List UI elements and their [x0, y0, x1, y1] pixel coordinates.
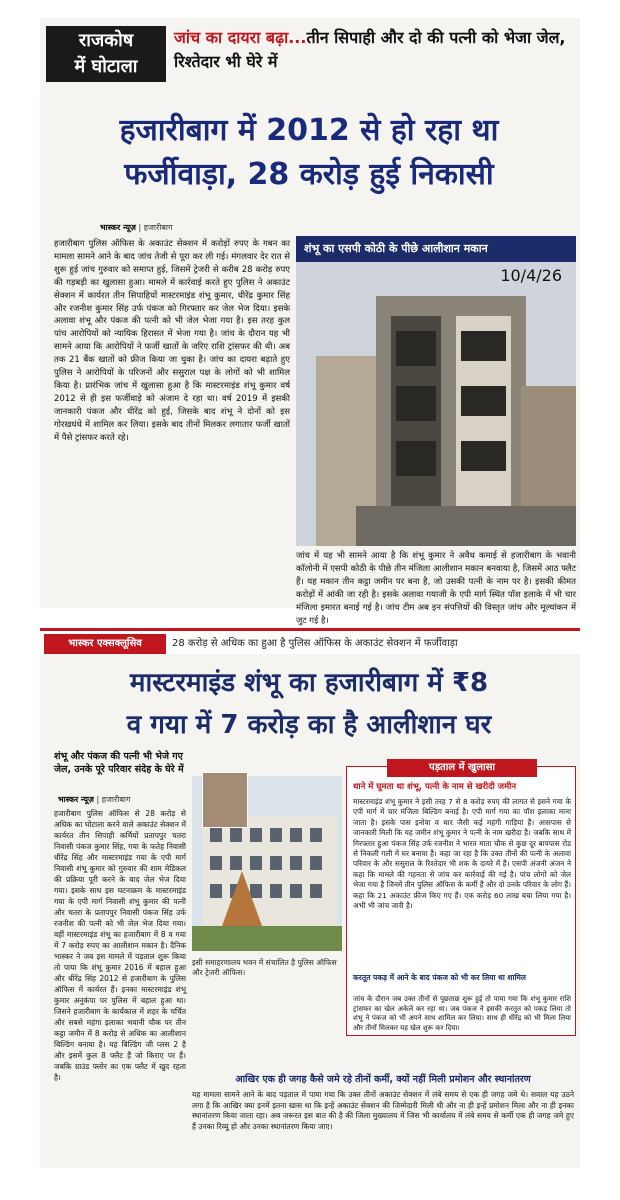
headline2-line1: मास्टरमाइंड शंभू का हजारीबाग में ₹8 — [129, 668, 489, 698]
kicker — [174, 26, 574, 74]
photo2-caption: इसी समाहरणालय भवन में संचालित है पुलिस ऑफिस और ट्रेजरी ऑफिस। — [192, 958, 337, 977]
subhead: शंभू और पंकज की पत्नी भी भेजे गए जेल, उनके पूरे परिवार संदेह के घेरे में — [54, 751, 184, 775]
news-clipping-bottom — [40, 628, 580, 1168]
byline2: भास्कर न्यूज़ | हजारीबाग — [58, 795, 131, 804]
headline-line2: फर्जीवाड़ा, 28 करोड़ हुई निकासी — [124, 157, 494, 192]
article2-body-left: हजारीबाग पुलिस ऑफिस से 28 करोड़ से अधिक का घोटाला करने वाले अकाउंट सेक्शन में कार्यरत तीन सिपाही कर्मियों प्रतापपुर चतरा निवासी पंकज कुमार सिंह, गया के फतेह निवासी धीरेंद्र सिंह और मास्टरमाइंड गया के एपी मार्ग निवासी शंभू कुमार को गुरुवार की शाम मेडिकल की प्रक्रिया पूरी करने के बाद जेल भेज दिया गया। इसके साथ इस घटनाक्रम के मास्टरमाइंड गया के एपी मार्ग निवासी शंभू कुमार की पत्नी और चतरा के प्रतापपुर निवासी पंकज सिंह उर्फ रजनीश की पत्नी को भी जेल भेज दिया गया। वहीं मास्टरमाइंड शंभू का हजारीबाग में 8 व गया में 7 करोड़ रुपए का आलीशान मकान है। दैनिक भास्कर ने जब इस मामले में पड़ताल शुरू किया तो पाया कि शंभू कुमार 2016 में बहाल हुआ और धीरेंद्र सिंह 2012 से हजारीबाग के पुलिस ऑफिस में कार्यरत हैं। इनका मास्टरमाइंड शंभू कुमार अनुकंपा पर पुलिस में बहाल हुआ था। जिसने हजारीबाग के कार्यकाल में शहर के चर्चित और सबसे महंगा इलाका भवानी चौक पर तीन कट्ठा जमीन में 8 करोड़ से अधिक का आलीशान बिल्डिंग बनाया है। यह बिल्डिंग जी प्लस 2 है और इसमें कुल 8 फ्लैट हैं जो किराए पर हैं। जबकि ग्राउंड फ्लोर का एक फ्लैट में खुद रहता है। — [54, 809, 186, 1082]
box-head: आखिर एक ही जगह कैसे जमे रहे तीनों कर्मी, क्यों नहीं मिली प्रमोशन और स्थानांतरण — [235, 1074, 531, 1085]
photo-caption: शंभू का एसपी कोठी के पीछे आलीशान मकान — [296, 236, 576, 262]
kicker-red: जांच का दायरा बढ़ा... — [174, 28, 307, 47]
headline-line1: हजारीबाग में 2012 से हो रहा था — [119, 113, 499, 148]
byline-place: हजारीबाग — [143, 223, 173, 232]
top-line: 28 करोड़ से अधिक का हुआ है पुलिस ऑफिस के अकाउंट सेक्शन में फर्जीवाड़ा — [172, 638, 458, 649]
section-tag — [46, 26, 166, 82]
byline2-source: भास्कर न्यूज़ — [58, 795, 94, 804]
section-tag-line2: में घोटाला — [74, 56, 138, 77]
byline2-place: हजारीबाग — [101, 795, 131, 804]
article-body-right: जांच में यह भी सामने आया है कि शंभू कुमार ने अवैध कमाई से हजारीबाग के भवानी कॉलोनी में एसपी कोठी के पीछे तीन मंजिला आलीशान मकान बनवाया है, जिसमें आठ फ्लैट हैं। यह मकान तीन कट्ठा जमीन पर बना है, जो उसकी पत्नी के नाम पर है। इसकी कीमत करोड़ों में आंकी जा रही है। इसके अलावा गयाजी के एपी मार्ग स्थित पॉश इलाके में भी चार मंजिला इमारत बनाई गई है। जांच टीम अब इन संपत्तियों की विस्तृत जांच और मूल्यांकन में जुट गई है। — [296, 551, 576, 626]
accused-photo-thumbnail — [202, 772, 248, 828]
exclusive-band — [40, 628, 580, 654]
article-body-left: हजारीबाग पुलिस ऑफिस के अकाउंट सेक्शन में करोड़ों रुपए के गबन का मामला सामने आने के बाद जांच तेजी से पूरा कर ली गई। मंगलवार देर रात से शुरू हुई जांच गुरुवार को समाप्त हुई, जिसमें ट्रेजरी से करीब 28 करोड़ रुपए की गड़बड़ी का खुलासा हुआ। मामले में कार्रवाई करते हुए पुलिस ने अकाउंट सेक्शन में कार्यरत तीन सिपाहियों मास्टरमाइंड शंभू कुमार, धीरेंद्र कुमार सिंह और रजनीश कुमार सिंह उर्फ पंकज को गिरफ्तार कर जेल भेज दिया। इसके अलावा शंभू और पंकज की पत्नी को भी जेल भेजा गया है। इस तरह कुल पांच आरोपियों को न्यायिक हिरासत में भेजा गया है। जांच के दौरान यह भी सामने आया कि आरोपियों ने फर्जी खातों के जरिए राशि ट्रांसफर की थी। अब तक 21 बैंक खातों को फ्रीज किया जा चुका है। जांच का दायरा बढ़ाते हुए पुलिस ने आरोपियों के परिजनों और ससुराल पक्ष के लोगों को भी शामिल किया है। प्रारंभिक जांच में खुलासा हुआ है कि मास्टरमाइंड शंभू कुमार वर्ष 2012 से ही इस फर्जीवाड़े को अंजाम दे रहा था। वर्ष 2019 में इसकी जानकारी पंकज और धीरेंद्र को हुई, जिसके बाद शंभू ने दोनों को इस गोरखधंधे में शामिल कर लिया। इसके बाद तीनों मिलकर लगातार फर्जी खातों में पैसे ट्रांसफर करते रहे। — [54, 239, 290, 443]
box-body: यह मामला सामने आने के बाद पड़ताल में पाया गया कि उक्त तीनों अकाउंट सेक्शन में लंबे समय से एक ही जगह जमे थे। सवाल यह उठने लगा है कि आखिर क्या इनमें इतना खास था कि इन्हें अकाउंट सेक्शन की जिम्मेदारी मिली थी और ना ही इन्हें प्रमोशन मिला और ना ही इनका स्थानांतरण किया जाता रहा। अब जरूरत इस बात की है की जिला मुख्यालय में जिस भी कार्यालय में लंबे समय से कर्मी एक ही जगह जमे हुए हैं उनका रिव्यू हो और उनका स्थानांतरण किया जाए। — [192, 1090, 574, 1131]
investigation-sidebar — [346, 762, 576, 1036]
sidebar-bottom-head: करतूत पकड़ में आने के बाद पंकज को भी कर लिया था शामिल — [353, 973, 526, 982]
kicker-rest: तीन सिपाही और दो की पत्नी को भेजा जेल, रिश्तेदार भी घेरे में — [174, 28, 566, 71]
byline-source: भास्कर न्यूज़ — [100, 223, 136, 232]
headline2-line2: व गया में 7 करोड़ का है आलीशान घर — [126, 710, 492, 740]
sidebar-head: पड़ताल में खुलासा — [387, 759, 537, 777]
brand-chip: भास्कर एक्सक्लूसिव — [44, 634, 166, 654]
sidebar-body: मास्टरमाइंड शंभू कुमार ने इसी तरह 7 से 8 करोड़ रुपए की लागत से इसने गया के एपी मार्ग में चार मंजिला बिल्डिंग बनाई है। एपी मार्ग गया का पॉश इलाका माना जाता है। इसके पास इनोवा व थार जैसी कई महंगी गाड़ियां हैं। आसपास से जानकारी मिली कि यह जमीन शंभू कुमार ने पत्नी के नाम खरीदा है। जबकि साथ में गिरफ्तार हुआ पंकज सिंह उर्फ रजनीश ने भारत माता चौक से कुछ दूर बायपास रोड से निकली गली में घर बनाया है। कहा जा रहा है कि उक्त तीनों की पत्नी के अलावा परिवार के और ससुराल के रिश्तेदार भी शक के दायरे में हैं। एसपी अंजनी अंजन ने कहा कि मामले की गहनता से जांच कर कार्रवाई की गई है। पांच लोगों को जेल भेजा गया है जिनमें तीन पुलिस ऑफिस के कर्मी हैं और दो उनके परिवार के लोग हैं। कहा कि 21 अकाउंट फ्रीज किए गए हैं। एक करोड़ 60 लाख बचा लिया गया है। अभी भी जांच जारी है। — [353, 797, 571, 911]
sidebar-subhead: थाने में घूमता था शंभू, पत्नी के नाम से खरीदी जमीन — [353, 782, 517, 792]
sidebar-bottom-body: जांच के दौरान जब उक्त तीनों से पूछताछ शुरू हुई तो पाया गया कि शंभू कुमार राशि ट्रांसफर का खेल अकेले कर रहा था। जब पंकज ने इसकी करतूत को पकड़ लिया तो शंभू ने पंकज को भी अपने साथ शामिल कर लिया। साथ ही धीरेंद्र को भी मिला लिया और तीनों मिलकर यह खेल शुरू कर दिया। — [353, 995, 571, 1032]
handwritten-date: 10/4/26 — [500, 266, 562, 285]
news-clipping-top — [40, 18, 580, 626]
section-tag-line1: राजकोष — [78, 30, 134, 51]
byline: भास्कर न्यूज़ | हजारीबाग — [100, 223, 173, 232]
house-photo — [296, 236, 576, 546]
